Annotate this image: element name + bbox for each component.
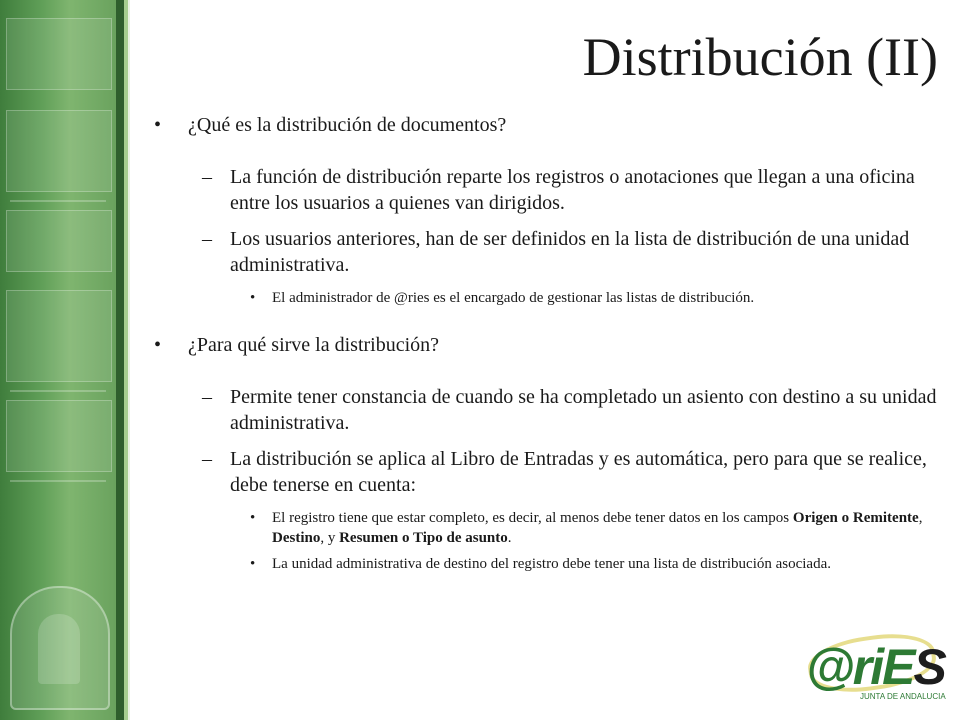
question-text: ¿Qué es la distribución de documentos?	[188, 114, 507, 136]
sub-item	[150, 288, 940, 308]
dash: –	[202, 228, 212, 250]
aries-logo	[796, 628, 946, 708]
logo-text	[806, 638, 945, 696]
sub-text: El administrador de @ries es el encargado de gestionar las listas de distribución.	[272, 290, 755, 306]
dash: –	[202, 386, 212, 408]
logo-main: @riE	[806, 639, 914, 695]
question-item	[150, 332, 940, 358]
field-name-destination: Destino	[272, 530, 321, 546]
bullet: •	[250, 290, 256, 306]
answer-text: La función de distribución reparte los registros o anotaciones que llegan a una oficina entre los usuarios a quienes van dirigidos.	[230, 166, 915, 214]
sub-item	[150, 554, 940, 574]
sidebar-divider	[116, 0, 124, 720]
question-text: ¿Para qué sirve la distribución?	[188, 334, 440, 356]
sub-text: La unidad administrativa de destino del registro debe tener una lista de distribución asociada.	[272, 556, 831, 572]
sidebar-tile	[6, 290, 112, 382]
slide-title: Distribución (II)	[582, 27, 938, 87]
sidebar-divider	[128, 0, 130, 720]
answer-item	[150, 226, 940, 278]
answer-text: Permite tener constancia de cuando se ha completado un asiento con destino a su unidad administrativa.	[230, 386, 937, 434]
sub-item	[150, 508, 940, 548]
separator: .	[507, 530, 512, 546]
answer-item	[150, 446, 940, 498]
question-item	[150, 112, 940, 138]
slide-content	[150, 112, 940, 580]
sidebar-tile	[6, 400, 112, 472]
field-name-summary: Resumen o Tipo de asunto	[339, 530, 508, 546]
logo-s: S	[913, 639, 945, 695]
sidebar-mark	[10, 390, 106, 392]
decorative-sidebar	[0, 0, 116, 720]
bullet: •	[154, 334, 162, 356]
sidebar-mark	[10, 200, 106, 202]
field-name-origin: Origen o Remitente	[792, 510, 919, 526]
sub-text	[272, 510, 922, 546]
answer-text: La distribución se aplica al Libro de Entradas y es automática, pero para que se realice, debe tenerse en cuenta:	[230, 448, 927, 496]
answer-text: Los usuarios anteriores, han de ser definidos en la lista de distribución de una unidad administrativa.	[230, 228, 910, 276]
bullet: •	[154, 114, 162, 136]
sub-text-part: El registro tiene que estar completo, es decir, al menos debe tener datos en los campos	[272, 510, 793, 526]
dash: –	[202, 448, 212, 470]
separator: , y	[320, 530, 340, 546]
logo-subtitle: JUNTA DE ANDALUCIA	[860, 692, 946, 701]
bullet: •	[250, 556, 256, 572]
emblem-figure	[38, 614, 80, 684]
sidebar-tile	[6, 210, 112, 272]
answer-item	[150, 384, 940, 436]
sidebar-mark	[10, 480, 106, 482]
bullet: •	[250, 510, 256, 526]
sidebar-tile	[6, 110, 112, 192]
separator: ,	[918, 510, 923, 526]
answer-item	[150, 164, 940, 216]
sidebar-tile	[6, 18, 112, 90]
andalusia-emblem-icon	[10, 586, 110, 710]
dash: –	[202, 166, 212, 188]
